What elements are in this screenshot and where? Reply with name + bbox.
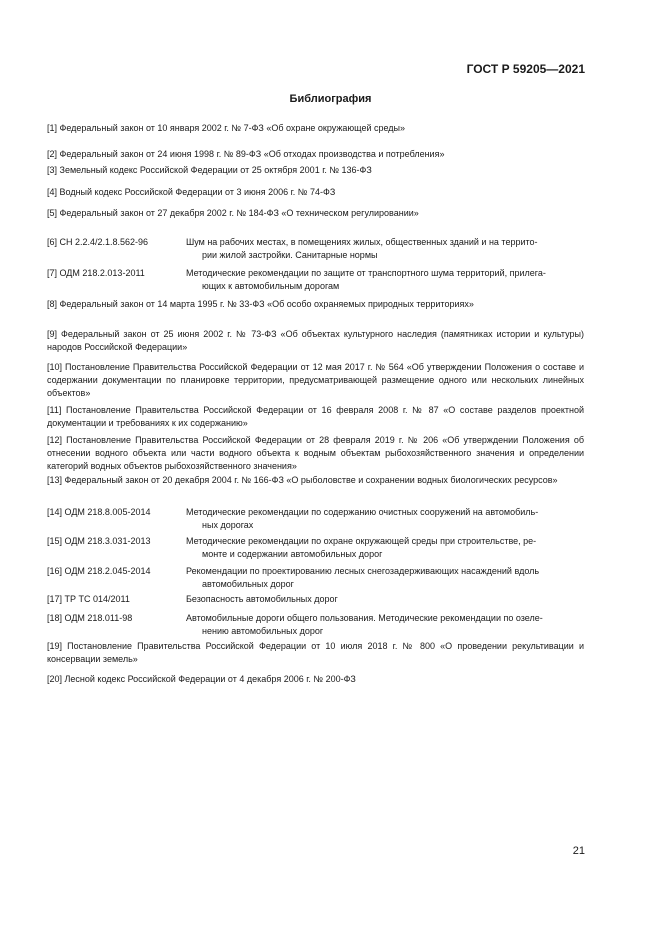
- entry-code: [18] ОДМ 218.011-98: [47, 613, 133, 623]
- entry-code: [17] ТР ТС 014/2011: [47, 594, 130, 604]
- bibliography-entry: [19] Постановление Правительства Российской Федерации от 10 июля 2018 г. № 800 «О проведении рекультивации и консервации земель»: [47, 641, 584, 664]
- entry-code: [15] ОДМ 218.3.031-2013: [47, 536, 151, 546]
- bibliography-entry: [1] Федеральный закон от 10 января 2002 г. № 7-ФЗ «Об охране окружающей среды»: [47, 123, 406, 133]
- entry-description: [186, 236, 584, 262]
- entry-description-line: ных дорогах: [202, 520, 254, 530]
- bibliography-entry: [11] Постановление Правительства Российской Федерации от 16 февраля 2008 г. № 87 «О составе разделов проектной документации и требованиях к их содержанию»: [47, 405, 584, 428]
- bibliography-entry: [10] Постановление Правительства Российской Федерации от 12 мая 2017 г. № 564 «Об утверждении Положения о составе и содержании документации по планировке территории, предусматривающей размещение одного или нескольких линейных объектов»: [47, 362, 584, 398]
- bibliography-entry: [47, 535, 584, 561]
- entry-description-line: Методические рекомендации по защите от транспортного шума территорий, прилега-: [186, 268, 546, 278]
- entry-description-line: Методические рекомендации по содержанию очистных сооружений на автомобиль-: [186, 507, 539, 517]
- bibliography-entry: [2] Федеральный закон от 24 июня 1998 г. № 89-ФЗ «Об отходах производства и потребления»: [47, 149, 445, 159]
- bibliography-entry: [9] Федеральный закон от 25 июня 2002 г. № 73-ФЗ «Об объектах культурного наследия (памятниках истории и культуры) народов Российской Федерации»: [47, 329, 584, 352]
- entry-code: [14] ОДМ 218.8.005-2014: [47, 507, 151, 517]
- entry-description-line: ющих к автомобильным дорогам: [202, 281, 340, 291]
- entry-description-line: Безопасность автомобильных дорог: [186, 594, 338, 604]
- entry-description-line: рии жилой застройки. Санитарные нормы: [202, 250, 378, 260]
- bibliography-entry: [4] Водный кодекс Российской Федерации от 3 июня 2006 г. № 74-ФЗ: [47, 187, 336, 197]
- bibliography-entry: [47, 506, 584, 532]
- bibliography-entry: [20] Лесной кодекс Российской Федерации от 4 декабря 2006 г. № 200-ФЗ: [47, 674, 356, 684]
- bibliography-title: Библиография: [289, 93, 372, 105]
- bibliography-entry: [3] Земельный кодекс Российской Федерации от 25 октября 2001 г. № 136-ФЗ: [47, 165, 372, 175]
- entry-description-line: Автомобильные дороги общего пользования. Методические рекомендации по озеле-: [186, 613, 543, 623]
- bibliography-entry: [47, 236, 584, 262]
- entry-description-line: монте и содержании автомобильных дорог: [202, 549, 383, 559]
- entry-description: [186, 535, 584, 561]
- entry-description-line: Шум на рабочих местах, в помещениях жилых, общественных зданий и на террито-: [186, 237, 538, 247]
- bibliography-entry: [13] Федеральный закон от 20 декабря 2004 г. № 166-ФЗ «О рыболовстве и сохранении водных биологических ресурсов»: [47, 475, 558, 485]
- entry-description-line: Методические рекомендации по охране окружающей среды при строительстве, ре-: [186, 536, 537, 546]
- bibliography-entry: [12] Постановление Правительства Российской Федерации от 28 февраля 2019 г. № 206 «Об утверждении Положения об отнесении водного объекта или части водного объекта к водным объектам рыбохозяйственного значения и определении категорий водных объектов рыбохозяйственного значения»: [47, 435, 584, 471]
- bibliography-entry: [47, 565, 584, 591]
- entry-code: [7] ОДМ 218.2.013-2011: [47, 268, 145, 278]
- entry-description: [186, 612, 584, 638]
- bibliography-entry: [8] Федеральный закон от 14 марта 1995 г. № 33-ФЗ «Об особо охраняемых природных территориях»: [47, 299, 474, 309]
- bibliography-entry: [47, 612, 584, 638]
- entry-description: [186, 506, 584, 532]
- bibliography-entry: [5] Федеральный закон от 27 декабря 2002 г. № 184-ФЗ «О техническом регулировании»: [47, 208, 419, 218]
- document-code: ГОСТ Р 59205—2021: [466, 62, 585, 76]
- bibliography-entry: [47, 593, 584, 606]
- entry-description: [186, 565, 584, 591]
- entry-code: [6] СН 2.2.4/2.1.8.562-96: [47, 237, 149, 247]
- entry-description-line: автомобильных дорог: [202, 579, 294, 589]
- bibliography-entry: [47, 267, 584, 293]
- entry-description-line: Рекомендации по проектированию лесных снегозадерживающих насаждений вдоль: [186, 566, 540, 576]
- page-number: 21: [572, 845, 585, 857]
- entry-description-line: нению автомобильных дорог: [202, 626, 324, 636]
- entry-description: [186, 267, 584, 293]
- entry-description: [186, 593, 584, 606]
- entry-code: [16] ОДМ 218.2.045-2014: [47, 566, 151, 576]
